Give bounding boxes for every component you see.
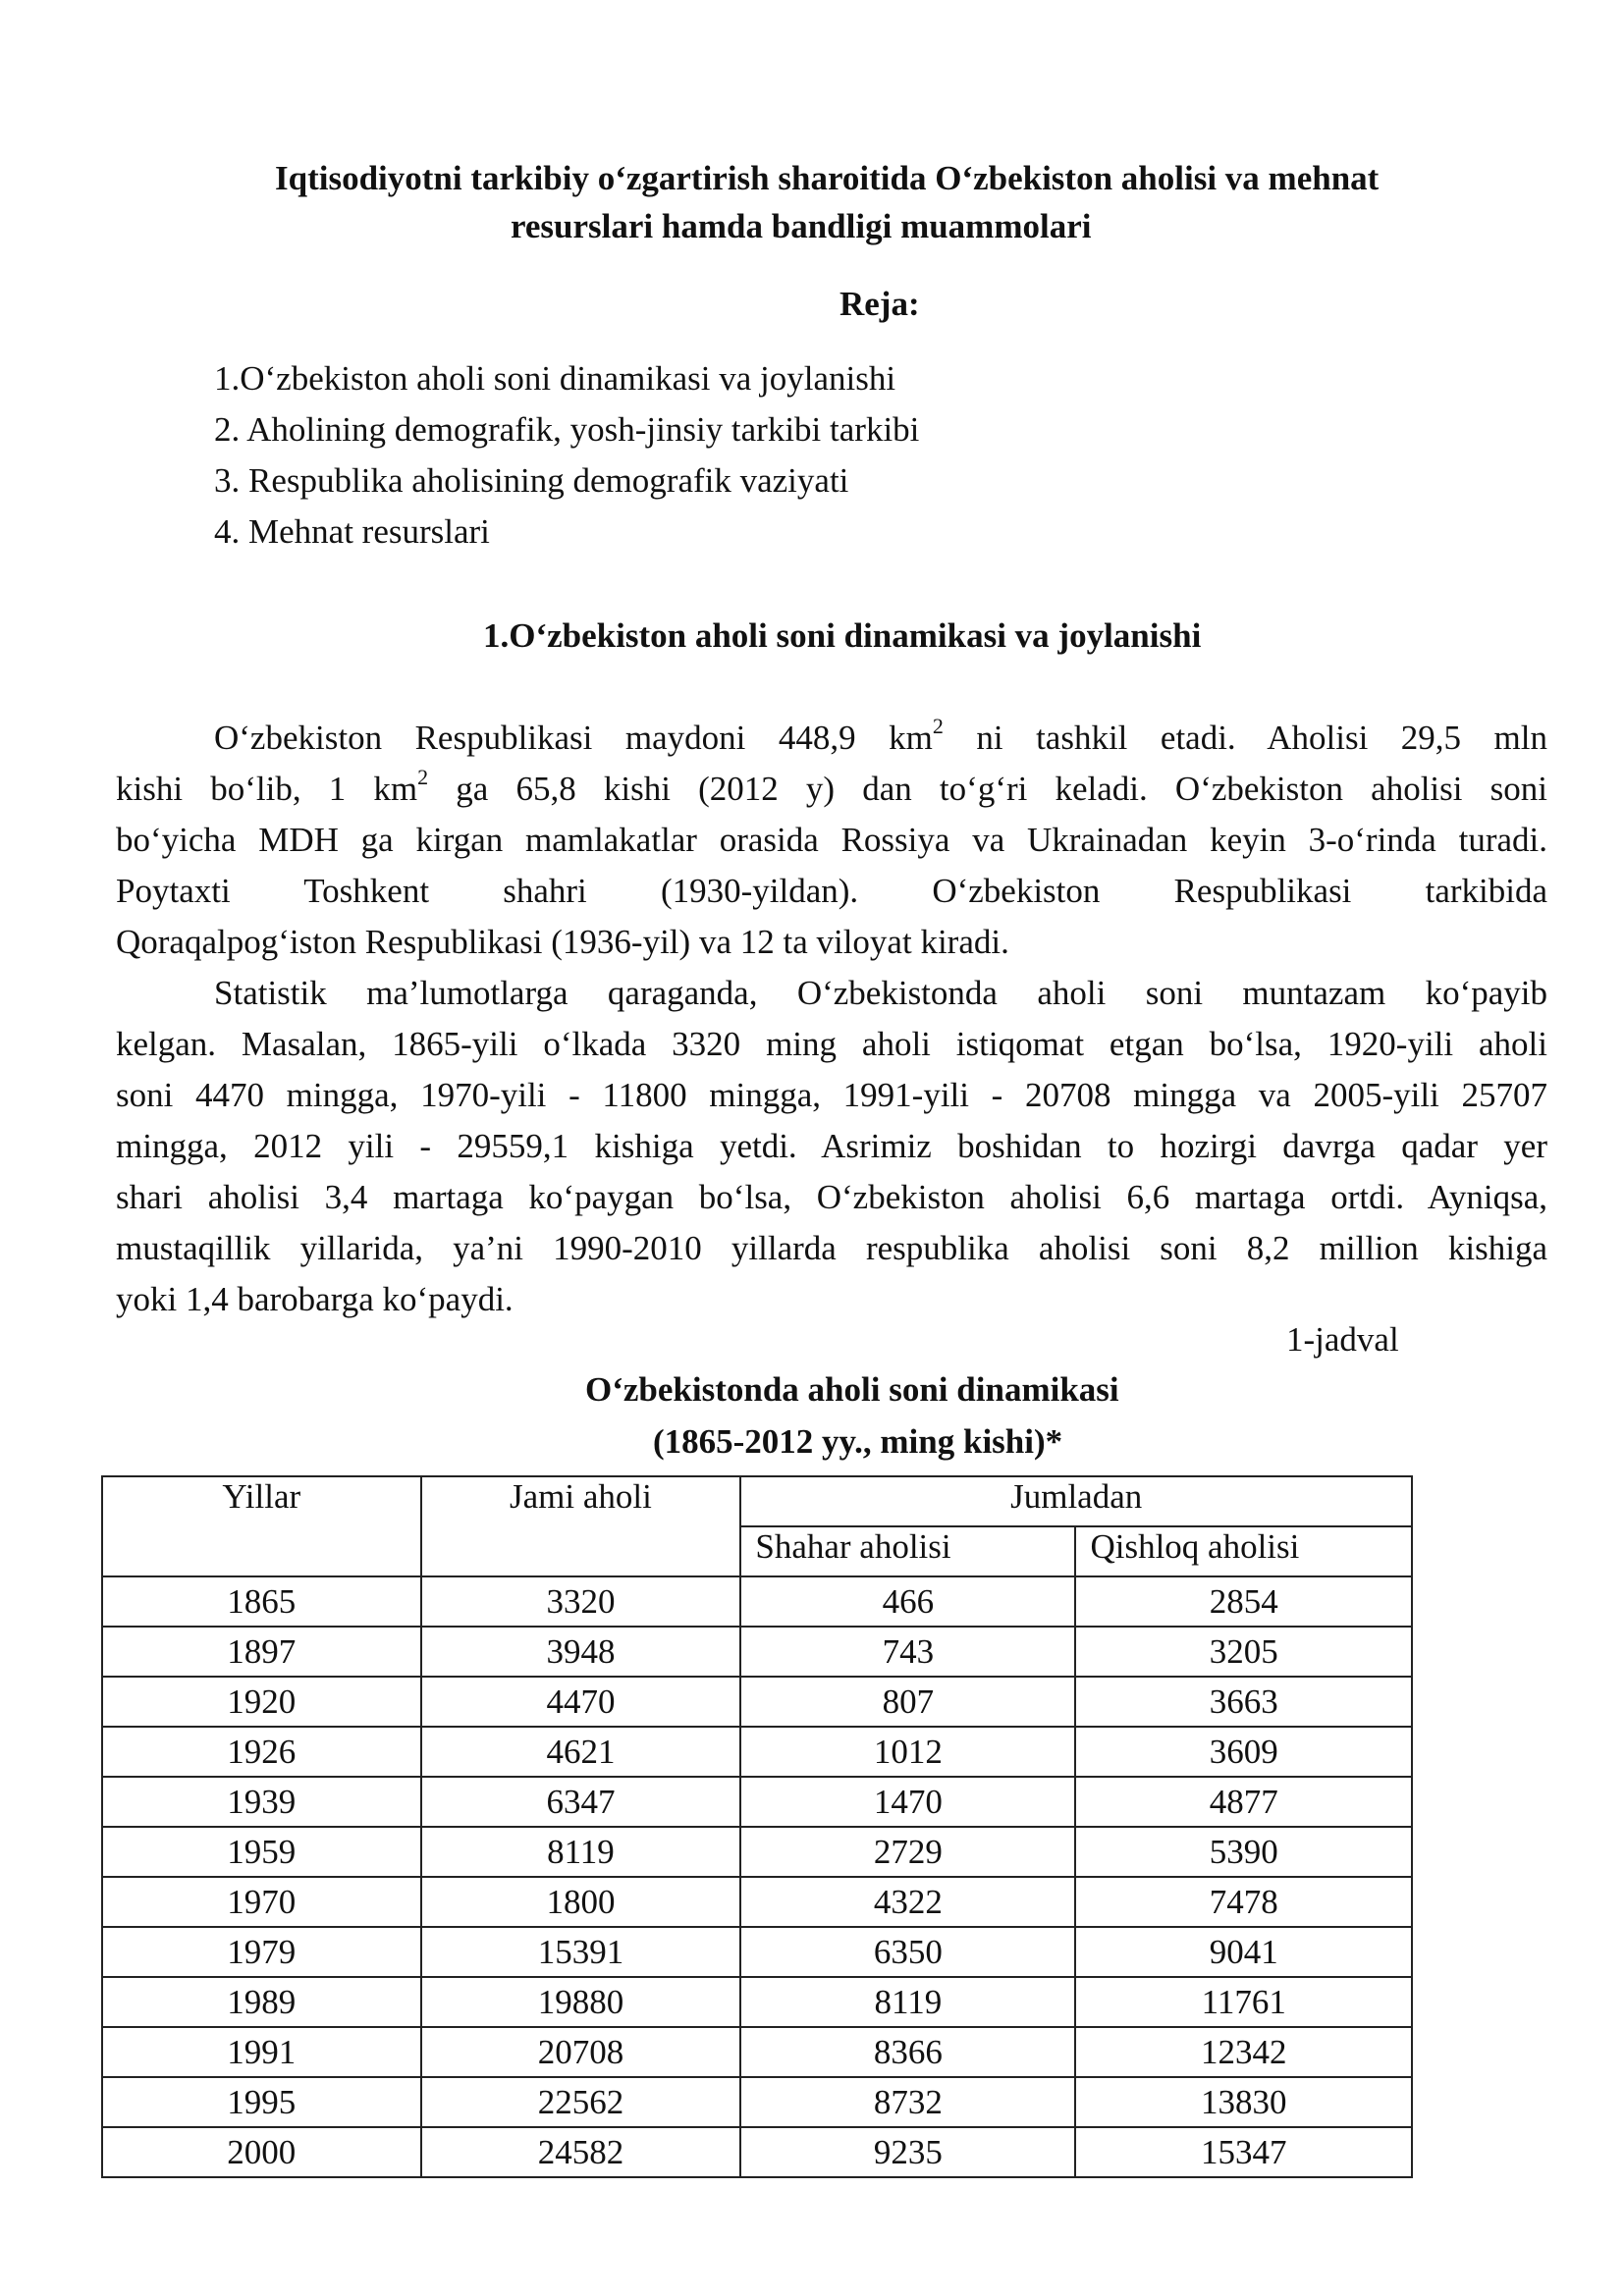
paragraph-2-line-6: mustaqillik yillarida, ya’ni 1990-2010 yillarda respublika aholisi soni 8,2 million kishiga (116, 1229, 1547, 1267)
cell-total: 20708 (421, 2027, 741, 2077)
plan-item-3: 3. Respublika aholisining demografik vaziyati (214, 461, 849, 500)
cell-rural: 2854 (1075, 1576, 1412, 1627)
document-title-line-2: resurslari hamda bandligi muammolari (511, 207, 1092, 245)
document-title-line-1: Iqtisodiyotni tarkibiy o‘zgartirish sharoitida O‘zbekiston aholisi va mehnat (275, 159, 1380, 197)
cell-total: 3948 (421, 1627, 741, 1677)
cell-urban: 9235 (740, 2127, 1075, 2177)
cell-total: 19880 (421, 1977, 741, 2027)
table-row (102, 2027, 1412, 2077)
cell-total: 22562 (421, 2077, 741, 2127)
cell-year: 1920 (102, 1677, 421, 1727)
cell-urban: 2729 (740, 1827, 1075, 1877)
paragraph-2 (116, 968, 1547, 1325)
cell-year: 1959 (102, 1827, 421, 1877)
paragraph-2-line-1: Statistik ma’lumotlarga qaraganda, O‘zbekistonda aholi soni muntazam ko‘payib (214, 974, 1547, 1012)
paragraph-1 (116, 713, 1547, 968)
cell-rural: 4877 (1075, 1777, 1412, 1827)
paragraph-1-line-1: O‘zbekiston Respublikasi maydoni 448,9 $km^2$ ni tashkil etadi. Aholisi 29,5 mln (214, 714, 1548, 757)
cell-year: 1979 (102, 1927, 421, 1977)
header-urban: Shahar aholisi (740, 1526, 1075, 1576)
cell-total: 6347 (421, 1777, 741, 1827)
paragraph-2-line-2: kelgan. Masalan, 1865-yili o‘lkada 3320 ming aholi istiqomat etgan bo‘lsa, 1920-yili aholi (116, 1025, 1547, 1063)
cell-urban: 466 (740, 1576, 1075, 1627)
cell-urban: 8366 (740, 2027, 1075, 2077)
table-label: 1-jadval (1286, 1320, 1399, 1359)
cell-urban: 807 (740, 1677, 1075, 1727)
cell-rural: 5390 (1075, 1827, 1412, 1877)
paragraph-2-line-4: mingga, 2012 yili - 29559,1 kishiga yetdi. Asrimiz boshidan to hozirgi davrga qadar yer (116, 1127, 1547, 1165)
paragraph-1-line-5: Qoraqalpog‘iston Respublikasi (1936-yil) va 12 ta viloyat kiradi. (116, 923, 1009, 961)
header-total: Jami aholi (421, 1476, 741, 1576)
table-row (102, 1777, 1412, 1827)
cell-total: 8119 (421, 1827, 741, 1877)
table-row (102, 2127, 1412, 2177)
cell-urban: 1470 (740, 1777, 1075, 1827)
plan-item-4: 4. Mehnat resurslari (214, 512, 490, 551)
cell-year: 1970 (102, 1877, 421, 1927)
header-years: Yillar (102, 1476, 421, 1576)
cell-year: 2000 (102, 2127, 421, 2177)
cell-year: 1989 (102, 1977, 421, 2027)
cell-rural: 3205 (1075, 1627, 1412, 1677)
table-body (102, 1576, 1412, 2177)
cell-urban: 743 (740, 1627, 1075, 1677)
table-row (102, 1627, 1412, 1677)
population-table (101, 1475, 1413, 2178)
table-title-line-1: O‘zbekistonda aholi soni dinamikasi (585, 1370, 1119, 1409)
cell-year: 1939 (102, 1777, 421, 1827)
plan-heading: Reja: (839, 285, 920, 323)
cell-urban: 8732 (740, 2077, 1075, 2127)
cell-year: 1865 (102, 1576, 421, 1627)
cell-total: 4470 (421, 1677, 741, 1727)
cell-total: 3320 (421, 1576, 741, 1627)
table-title-line-2: (1865-2012 yy., ming kishi)* (653, 1422, 1063, 1461)
cell-urban: 6350 (740, 1927, 1075, 1977)
paragraph-1-line-4: Poytaxti Toshkent shahri (1930-yildan). O‘zbekiston Respublikasi tarkibida (116, 872, 1547, 910)
header-rural: Qishloq aholisi (1075, 1526, 1412, 1576)
section-heading: 1.O‘zbekiston aholi soni dinamikasi va joylanishi (483, 616, 1202, 655)
header-including: Jumladan (740, 1476, 1412, 1526)
cell-year: 1926 (102, 1727, 421, 1777)
paragraph-1-line-3: bo‘yicha MDH ga kirgan mamlakatlar orasida Rossiya va Ukrainadan keyin 3-o‘rinda turadi. (116, 821, 1547, 859)
table-row (102, 1827, 1412, 1877)
table-row (102, 1927, 1412, 1977)
cell-urban: 8119 (740, 1977, 1075, 2027)
cell-total: 1800 (421, 1877, 741, 1927)
cell-rural: 13830 (1075, 2077, 1412, 2127)
cell-rural: 3663 (1075, 1677, 1412, 1727)
cell-rural: 15347 (1075, 2127, 1412, 2177)
paragraph-2-line-3: soni 4470 mingga, 1970-yili - 11800 mingga, 1991-yili - 20708 mingga va 2005-yili 25707 (116, 1076, 1547, 1114)
cell-total: 24582 (421, 2127, 741, 2177)
cell-rural: 9041 (1075, 1927, 1412, 1977)
table-row (102, 2077, 1412, 2127)
table-header-row-1 (102, 1476, 1412, 1526)
cell-rural: 7478 (1075, 1877, 1412, 1927)
table-row (102, 1877, 1412, 1927)
table-header (102, 1476, 1412, 1576)
cell-urban: 1012 (740, 1727, 1075, 1777)
cell-rural: 11761 (1075, 1977, 1412, 2027)
plan-item-2: 2. Aholining demografik, yosh-jinsiy tarkibi tarkibi (214, 410, 920, 449)
table-row (102, 1727, 1412, 1777)
cell-year: 1991 (102, 2027, 421, 2077)
cell-rural: 3609 (1075, 1727, 1412, 1777)
paragraph-1-line-2: kishi bo‘lib, 1 $km^2$ ga 65,8 kishi (2012 y) dan to‘g‘ri keladi. O‘zbekiston aholisi soni (116, 765, 1547, 808)
cell-rural: 12342 (1075, 2027, 1412, 2077)
cell-urban: 4322 (740, 1877, 1075, 1927)
cell-year: 1995 (102, 2077, 421, 2127)
paragraph-2-line-5: shari aholisi 3,4 martaga ko‘paygan bo‘lsa, O‘zbekiston aholisi 6,6 martaga ortdi. Ayniqsa, (116, 1178, 1547, 1216)
table-row (102, 1576, 1412, 1627)
table-row (102, 1977, 1412, 2027)
table-row (102, 1677, 1412, 1727)
plan-item-1: 1.O‘zbekiston aholi soni dinamikasi va joylanishi (214, 359, 896, 398)
cell-total: 15391 (421, 1927, 741, 1977)
cell-year: 1897 (102, 1627, 421, 1677)
cell-total: 4621 (421, 1727, 741, 1777)
paragraph-2-line-7: yoki 1,4 barobarga ko‘paydi. (116, 1280, 514, 1318)
